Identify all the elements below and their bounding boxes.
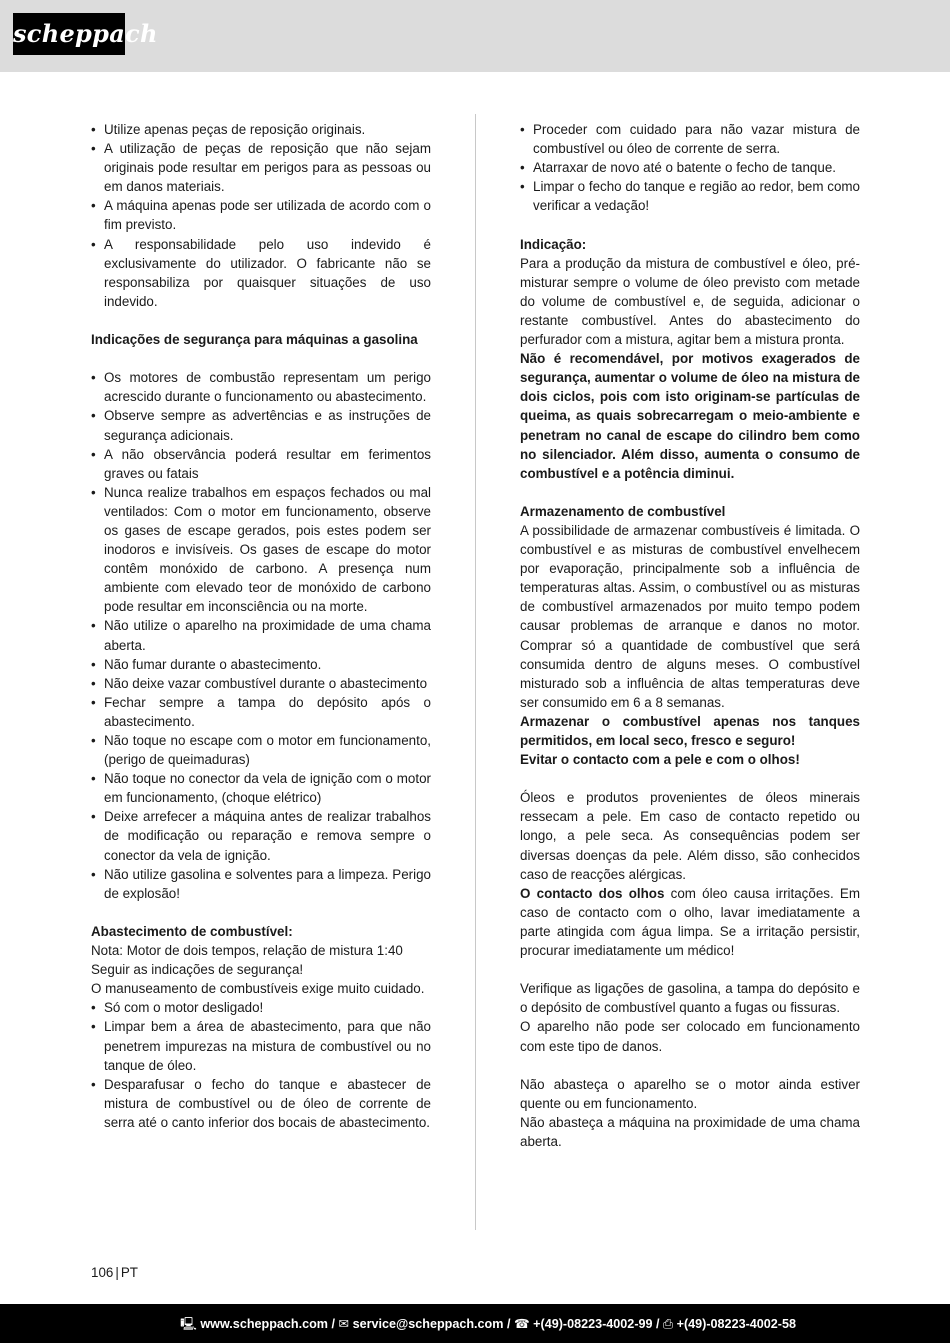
footer-band [0, 1304, 950, 1343]
fax-number: +(49)-08223-4002-58 [676, 1317, 796, 1331]
list-item: • Não toque no escape com o motor em funcionamento, (perigo de queimaduras) [91, 731, 431, 769]
indicacao-heading: Indicação: [520, 236, 587, 252]
list-item: • Atarraxar de novo até o batente o fecho de tanque. [520, 158, 860, 177]
list-item: • Não deixe vazar combustível durante o abastecimento [91, 674, 431, 693]
fuel-follow: Seguir as indicações de segurança! [91, 962, 304, 978]
list-item: • A utilização de peças de reposição que não sejam originais pode resultar em perigos para as pessoas ou em danos materiais. [91, 139, 431, 196]
no-fuel-hot: Não abasteça o aparelho se o motor ainda estiver quente ou em funcionamento. [520, 1076, 860, 1111]
list-item: • Só com o motor desligado! [91, 998, 431, 1017]
fax-icon: ⎙ [663, 1316, 674, 1331]
list-item: • Desparafusar o fecho do tanque e abastecer de mistura de combustível ou de óleo de corrente de serra até o canto inferior dos bocais de abastecimento. [91, 1075, 431, 1132]
list-item: • Não fumar durante o abastecimento. [91, 655, 431, 674]
check-text-2: O aparelho não pode ser colocado em funcionamento com este tipo de danos. [520, 1019, 860, 1054]
check-text: Verifique as ligações de gasolina, a tampa do depósito e o depósito de combustível quanto a fugas ou fissuras. [520, 981, 860, 1016]
computer-icon: 🖳 [180, 1316, 197, 1331]
indicacao-text: Para a produção da mistura de combustível e óleo, pré-misturar sempre o volume de óleo previsto com metade do volume de combustível e, de seguida, adicionar o restante combustível. Antes do abastecimento do perfurador com a mistura, agitar bem a mistura pronta. [520, 255, 860, 348]
skin-warning: Evitar o contacto com a pele e com o olhos! [520, 752, 800, 768]
storage-text: A possibilidade de armazenar combustíveis é limitada. O combustível e as misturas de combustível envelhecem por evaporação, principalmente sob a influência de temperaturas altas. Assim, o combustível ou as misturas de combustível armazenados por muito tempo podem causar problemas de arranque e danos no motor. Comprar só a quantidade de combustível que será consumida dentro de alguns meses. O combustível misturado sob a influência de altas temperaturas deve ser consumido em 6 a 8 semanas. [520, 522, 860, 710]
storage-heading: Armazenamento de combustível [520, 503, 726, 519]
fuel-heading: Abastecimento de combustível: [91, 923, 293, 939]
contact-line: 🖳 www.scheppach.com / ✉ service@scheppach.com / ☎ +(49)-08223-4002-99 / ⎙ +(49)-08223-4002-58 [180, 1316, 796, 1331]
web-link[interactable]: www.scheppach.com [200, 1317, 328, 1331]
fuel-care: O manuseamento de combustíveis exige muito cuidado. [91, 981, 425, 997]
no-fuel-flame: Não abasteça a máquina na proximidade de uma chama aberta. [520, 1114, 860, 1149]
phone-number: +(49)-08223-4002-99 [533, 1317, 653, 1331]
fuel-note: Nota: Motor de dois tempos, relação de mistura 1:40 [91, 943, 403, 959]
list-item: • Observe sempre as advertências e as instruções de segurança adicionais. [91, 406, 431, 444]
list-item: • Deixe arrefecer a máquina antes de realizar trabalhos de modificação ou reparação e remova sempre o conector da vela de ignição. [91, 807, 431, 864]
mail-icon: ✉ [338, 1316, 350, 1331]
oils-text: Óleos e produtos provenientes de óleos minerais ressecam a pele. Em caso de contacto repetido ou longo, a pele seca. As consequências podem ser diversas doenças da pele. Além disso, são conhecidos caso de reacções alérgicas. [520, 790, 860, 882]
fuel-list [91, 998, 431, 1132]
email-link[interactable]: service@scheppach.com [352, 1317, 504, 1331]
right-column [520, 120, 860, 1151]
list-item: • Fechar sempre a tampa do depósito após o abastecimento. [91, 693, 431, 731]
separator: | [115, 1265, 119, 1280]
page-number-value: 106 [91, 1265, 114, 1280]
eyes-paragraph [520, 884, 860, 960]
header-band [0, 0, 950, 72]
scheppach-logo: scheppach [13, 13, 125, 55]
safety-list [91, 368, 431, 903]
list-item: • Não toque no conector da vela de ignição com o motor em funcionamento, (choque elétrico) [91, 769, 431, 807]
indicacao-bold: Não é recomendável, por motivos exagerados de segurança, aumentar o volume de óleo na mistura de dois ciclos, pois com isto originam-se partículas de queima, as quais sobrecarregam o meio-ambiente e penetram no canal de escape do cilindro bem como no silenciador. Além disso, aumenta o consumo de combustível e a potência diminui. [520, 351, 860, 481]
list-item: • Proceder com cuidado para não vazar mistura de combustível ou óleo de corrente de serra. [520, 120, 860, 158]
eyes-text: com óleo causa irritações. Em caso de contacto com o olho, lavar imediatamente a parte atingida com água limpa. Se a irritação persistir, procurar imediatamente um médico! [520, 885, 861, 959]
list-item: • A não observância poderá resultar em ferimentos graves ou fatais [91, 445, 431, 483]
storage-warning: Armazenar o combustível apenas nos tanques permitidos, em local seco, fresco e seguro! [520, 713, 860, 748]
column-divider [475, 114, 476, 1230]
list-item: • Nunca realize trabalhos em espaços fechados ou mal ventilados: Com o motor em funcionamento, observe os gases de escape gerados, pois estes podem ser inodoros e invisíveis. Os gases de escape do motor contêm monóxido de carbono. A presença num ambiente com elevado teor de monóxido de carbono pode resultar em inconsciência ou na morte. [91, 483, 431, 617]
list-item: • A máquina apenas pode ser utilizada de acordo com o fim previsto. [91, 196, 431, 234]
phone-icon: ☎ [513, 1316, 530, 1331]
list-item: • A responsabilidade pelo uso indevido é exclusivamente do utilizador. O fabricante não se responsabiliza por quaisquer situações de uso indevido. [91, 235, 431, 311]
list-item: • Limpar bem a área de abastecimento, para que não penetrem impurezas na mistura de combustível ou no tanque de óleo. [91, 1017, 431, 1074]
eyes-bold: O contacto dos olhos [520, 885, 665, 901]
safety-heading: Indicações de segurança para máquinas a gasolina [91, 332, 418, 348]
list-item: • Não utilize o aparelho na proximidade de uma chama aberta. [91, 616, 431, 654]
list-item: • Utilize apenas peças de reposição originais. [91, 120, 431, 139]
list-item: • Não utilize gasolina e solventes para a limpeza. Perigo de explosão! [91, 865, 431, 903]
left-column [91, 120, 431, 1132]
language-code: PT [120, 1265, 138, 1280]
list-item: • Limpar o fecho do tanque e região ao redor, bem como verificar a vedação! [520, 177, 860, 215]
list-item: • Os motores de combustão representam um perigo acrescido durante o funcionamento ou abastecimento. [91, 368, 431, 406]
fuel-list-continued [520, 120, 860, 215]
parts-list [91, 120, 431, 311]
page-number [91, 1265, 138, 1280]
